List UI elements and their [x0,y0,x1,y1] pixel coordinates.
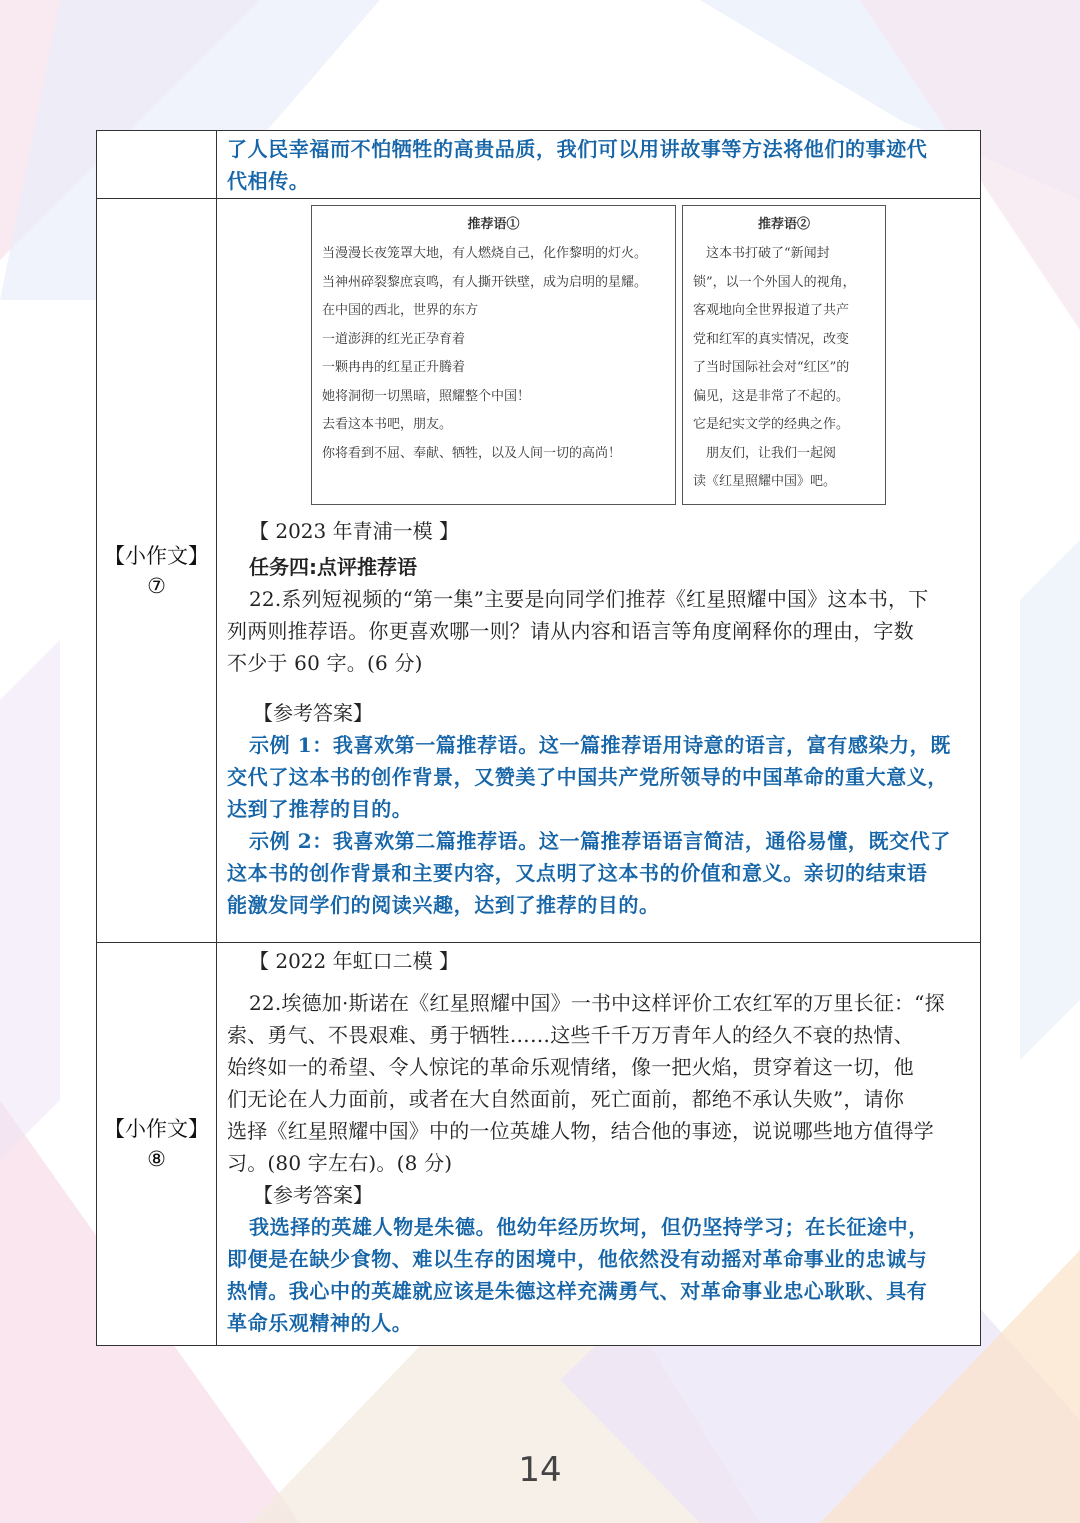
row-label: 【小作文】 [104,543,209,568]
recommendation-box-2 [682,205,886,505]
table-row [97,131,980,199]
question-line: 索、勇气、不畏艰难、勇于牺牲……这些千千万万青年人的经久不衰的热情、 [227,1023,914,1047]
recommendation-line: 它是纪实文学的经典之作。 [693,417,850,432]
recommendation-line: 偏见，这是非常了不起的。 [693,388,850,404]
row-number: ⑦ [147,573,166,598]
row-content [217,943,980,1345]
table-row [97,943,980,1345]
table-row [97,199,980,943]
question-line: 选择《红星照耀中国》中的一位英雄人物，结合他的事迹，说说哪些地方值得学 [227,1119,934,1143]
answer-line: 这本书的创作背景和主要内容，又点明了这本书的价值和意义。亲切的结束语 [227,861,928,885]
recommendation-line: 当漫漫长夜笼罩大地，有人燃烧自己，化作黎明的灯火。 [322,246,648,261]
answer-line: 革命乐观精神的人。 [227,1311,413,1335]
recommendation-line: 一颗冉冉的红星正升腾着 [322,360,466,375]
recommendation-line: 这本书打破了“新闻封 [693,246,830,261]
question-line: 始终如一的希望、令人惊诧的革命乐观情绪，像一把火焰，贯穿着这一切，他 [227,1055,914,1079]
question-line: 22.系列短视频的“第一集”主要是向同学们推荐《红星照耀中国》这本书，下 [249,587,929,611]
row-label-cell [97,199,217,942]
recommendation-line: 读《红星照耀中国》吧。 [693,474,837,489]
source-tag: 【 2022 年虹口二模 】 [249,949,459,973]
question-line: 22.埃德加·斯诺在《红星照耀中国》一书中这样评价工农红军的万里长征：“探 [249,991,945,1015]
question-line: 们无论在人力面前，或者在大自然面前，死亡面前，都绝不承认失败”，请你 [227,1087,905,1111]
recommendation-line: 客观地向全世界报道了共产 [693,303,850,318]
answer-line: 示例 2：我喜欢第二篇推荐语。这一篇推荐语语言简洁，通俗易懂，既交代了 [249,829,951,853]
answer-line: 热情。我心中的英雄就应该是朱德这样充满勇气、对革命事业忠心耿耿、具有 [227,1279,928,1303]
question-table [96,130,981,1346]
answer-line: 示例 1：我喜欢第一篇推荐语。这一篇推荐语用诗意的语言，富有感染力，既 [249,733,951,757]
task-heading: 任务四:点评推荐语 [249,555,417,579]
source-tag: 【 2023 年青浦一模 】 [249,519,459,543]
page-number: 14 [518,1450,562,1490]
row-content [217,199,980,942]
answer-line: 交代了这本书的创作背景，又赞美了中国共产党所领导的中国革命的重大意义， [227,765,948,789]
question-line: 列两则推荐语。你更喜欢哪一则？请从内容和语言等角度阐释你的理由，字数 [227,619,914,643]
recommendation-line: 锁”，以一个外国人的视角， [693,274,856,290]
row-number: ⑧ [147,1147,166,1171]
recommendation-title: 推荐语① [467,217,520,232]
recommendation-image [311,205,970,505]
recommendation-title: 推荐语② [757,217,810,232]
answer-line: 即便是在缺少食物、难以生存的困境中，他依然没有动摇对革命事业的忠诚与 [227,1247,928,1271]
answer-line: 了人民幸福而不怕牺牲的高贵品质，我们可以用讲故事等方法将他们的事迹代 [227,137,928,161]
row-label-cell [97,943,217,1345]
recommendation-line: 当神州碎裂黎庶哀鸣，有人撕开铁壁，成为启明的星耀。 [322,274,648,290]
answer-line: 能激发同学们的阅读兴趣，达到了推荐的目的。 [227,893,660,917]
recommendation-box-1 [311,205,676,505]
question-line: 不少于 60 字。(6 分) [227,651,423,675]
answer-line: 达到了推荐的目的。 [227,797,413,821]
recommendation-line: 你将看到不屈、奉献、牺牲，以及人间一切的高尚！ [322,445,622,461]
recommendation-line: 一道澎湃的红光正孕育着 [322,331,466,347]
question-line: 习。(80 字左右)。(8 分) [227,1151,453,1175]
answer-continuation [217,131,980,198]
recommendation-line: 朋友们，让我们一起阅 [693,445,837,461]
recommendation-line: 在中国的西北，世界的东方 [322,303,479,318]
recommendation-line: 了当时国际社会对“红区”的 [693,360,850,375]
recommendation-line: 党和红军的真实情况，改变 [693,331,850,347]
answer-heading: 【参考答案】 [253,1183,373,1207]
answer-heading: 【参考答案】 [253,701,373,725]
recommendation-line: 她将洞彻一切黑暗，照耀整个中国！ [322,388,531,404]
recommendation-line: 去看这本书吧，朋友。 [322,417,453,432]
row-label: 【小作文】 [104,1117,209,1141]
answer-line: 代相传。 [227,169,310,193]
row-label-cell [97,131,217,198]
answer-line: 我选择的英雄人物是朱德。他幼年经历坎坷，但仍坚持学习；在长征途中， [249,1215,929,1239]
